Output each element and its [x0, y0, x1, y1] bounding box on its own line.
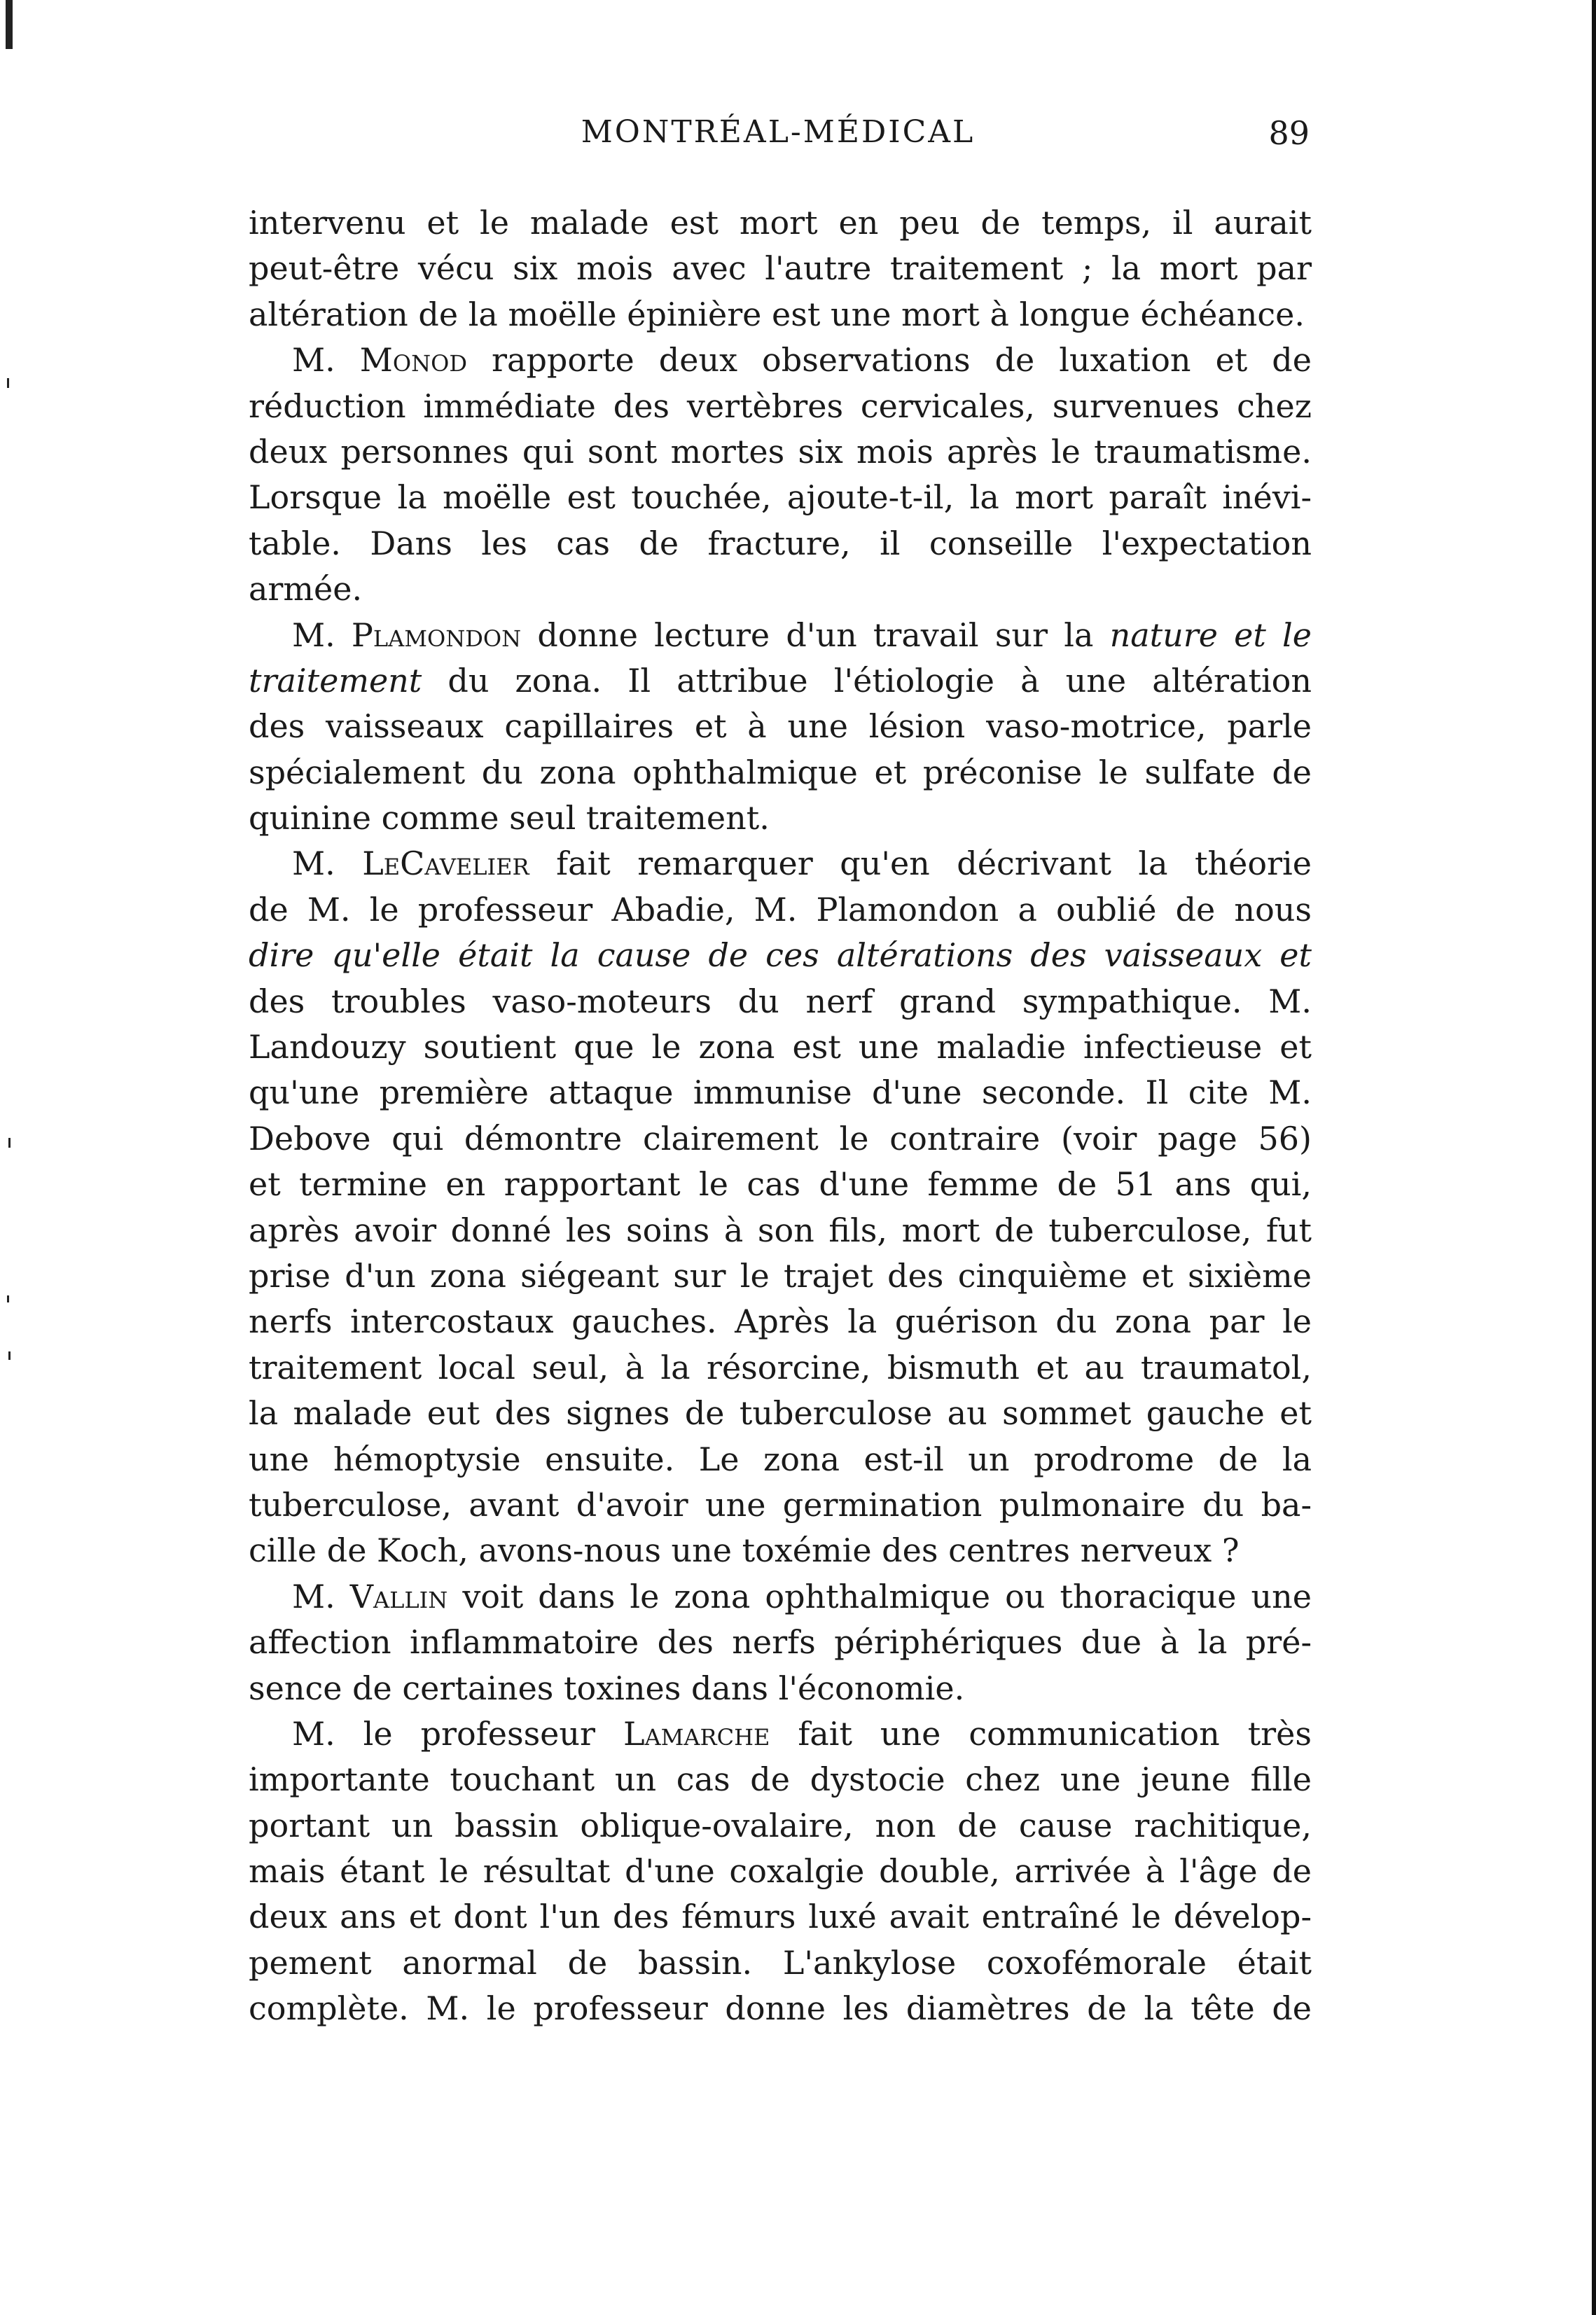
text-line — [249, 613, 1312, 658]
text-line — [249, 704, 1312, 749]
italic-text: dire qu'elle était la cause de ces altérations des vaisseaux et — [249, 936, 1312, 975]
text-run: spécialement du zona ophthalmique et préconise le sulfate de — [249, 753, 1312, 791]
text-line — [249, 1803, 1312, 1849]
text-line — [249, 979, 1312, 1024]
text-line — [249, 795, 1312, 841]
text-run: affection inflammatoire des nerfs périphériques due à la pré- — [249, 1623, 1312, 1662]
text-run: peut-être vécu six mois avec l'autre traitement ; la mort par — [249, 249, 1312, 288]
text-line — [249, 429, 1312, 475]
text-run: mais étant le résultat d'une coxalgie double, arrivée à l'âge de — [249, 1852, 1312, 1891]
text-run: table. Dans les cas de fracture, il conseille l'expectation — [249, 524, 1312, 562]
text-line — [249, 566, 1312, 612]
text-run: intervenu et le malade est mort en peu de temps, il aurait — [249, 204, 1312, 242]
text-run: nerfs intercostaux gauches. Après la guérison du zona par le — [249, 1302, 1312, 1341]
text-line — [249, 1345, 1312, 1391]
text-run: du zona. Il attribue l'étiologie à une altération — [422, 661, 1312, 700]
text-line — [249, 521, 1312, 566]
text-line — [249, 1666, 1312, 1711]
speaker-name: LeCavelier — [362, 844, 529, 883]
text-line — [249, 1940, 1312, 1986]
body-text — [249, 200, 1312, 2032]
text-line — [249, 1208, 1312, 1253]
text-run: deux ans et dont l'un des fémurs luxé avait entraîné le dévelop- — [249, 1898, 1312, 1936]
text-run: des troubles vaso-moteurs du nerf grand sympathique. M. — [249, 982, 1312, 1020]
text-run: quinine comme seul traitement. — [249, 799, 770, 837]
text-run: portant un bassin oblique-ovalaire, non de cause rachitique, — [249, 1806, 1312, 1844]
text-run: M. le professeur — [292, 1714, 623, 1753]
text-line — [249, 933, 1312, 978]
text-line — [249, 1620, 1312, 1665]
text-line — [249, 384, 1312, 429]
text-line — [249, 1528, 1312, 1573]
text-run: Debove qui démontre clairement le contraire (voir page 56) — [249, 1119, 1312, 1158]
text-line — [249, 658, 1312, 704]
text-run: de M. le professeur Abadie, M. Plamondon a oublié de nous — [249, 890, 1312, 929]
text-run: donne lecture d'un travail sur la — [521, 616, 1110, 654]
text-run: importante touchant un cas de dystocie chez une jeune fille — [249, 1760, 1312, 1799]
text-line — [249, 1437, 1312, 1482]
speaker-name: Vallin — [349, 1577, 448, 1615]
text-run: après avoir donné les soins à son fils, mort de tuberculose, fut — [249, 1211, 1312, 1249]
scan-edge-rule — [1592, 0, 1596, 2315]
text-run: tuberculose, avant d'avoir une germination pulmonaire du ba- — [249, 1485, 1312, 1524]
text-run: et termine en rapportant le cas d'une femme de 51 ans qui, — [249, 1165, 1312, 1204]
text-line — [249, 1574, 1312, 1620]
text-run: rapporte deux observations de luxation et de — [467, 341, 1312, 380]
text-run: armée. — [249, 570, 363, 609]
text-line — [249, 1757, 1312, 1802]
speaker-name: Plamondon — [351, 616, 522, 654]
text-run: sence de certaines toxines dans l'économie. — [249, 1669, 965, 1707]
text-run: qu'une première attaque immunise d'une seconde. Il cite M. — [249, 1073, 1312, 1112]
text-line — [249, 1849, 1312, 1894]
text-run: pement anormal de bassin. L'ankylose coxofémorale était — [249, 1943, 1312, 1982]
italic-text: traitement — [249, 661, 422, 700]
text-run: complète. M. le professeur donne les diamètres de la tête de — [249, 1989, 1312, 2028]
scan-speck — [6, 0, 13, 49]
text-line — [249, 246, 1312, 291]
text-run: deux personnes qui sont mortes six mois après le traumatisme. — [249, 432, 1312, 471]
text-line — [249, 750, 1312, 795]
scan-speck — [7, 378, 9, 388]
text-run: M. — [292, 844, 363, 883]
scan-speck — [8, 1351, 11, 1360]
text-run: des vaisseaux capillaires et à une lésion vaso-motrice, parle — [249, 707, 1312, 746]
scan-speck — [7, 1295, 9, 1302]
text-line — [249, 1070, 1312, 1115]
text-line — [249, 1894, 1312, 1940]
text-run: une hémoptysie ensuite. Le zona est-il un prodrome de la — [249, 1440, 1312, 1478]
text-run: altération de la moëlle épinière est une mort à longue échéance. — [249, 295, 1305, 333]
text-line — [249, 1253, 1312, 1299]
text-line — [249, 887, 1312, 933]
text-run: la malade eut des signes de tuberculose au sommet gauche et — [249, 1394, 1312, 1433]
text-run: réduction immédiate des vertèbres cervicales, survenues chez — [249, 387, 1312, 425]
text-line — [249, 1711, 1312, 1757]
text-line — [249, 1391, 1312, 1436]
text-run: prise d'un zona siégeant sur le trajet des cinquième et sixième — [249, 1256, 1312, 1295]
text-line — [249, 475, 1312, 520]
text-run: fait une communication très — [770, 1714, 1312, 1753]
text-line — [249, 338, 1312, 383]
italic-text: nature et le — [1109, 616, 1312, 654]
running-header — [247, 114, 1310, 156]
text-run: M. — [292, 341, 360, 380]
text-line — [249, 200, 1312, 246]
speaker-name: Lamarche — [623, 1714, 770, 1753]
text-run: Lorsque la moëlle est touchée, ajoute-t-il, la mort paraît inévi- — [249, 478, 1312, 517]
running-title: MONTRÉAL-MÉDICAL — [581, 114, 976, 150]
text-line — [249, 1024, 1312, 1070]
text-run: M. — [292, 1577, 350, 1615]
text-line — [249, 1986, 1312, 2031]
text-run: M. — [292, 616, 352, 654]
text-run: fait remarquer qu'en décrivant la théorie — [529, 844, 1312, 883]
text-line — [249, 841, 1312, 887]
text-line — [249, 292, 1312, 338]
text-run: traitement local seul, à la résorcine, bismuth et au traumatol, — [249, 1348, 1312, 1386]
speaker-name: Monod — [359, 341, 467, 380]
text-run: Landouzy soutient que le zona est une maladie infectieuse et — [249, 1028, 1312, 1066]
text-run: cille de Koch, avons-nous une toxémie des centres nerveux ? — [249, 1531, 1240, 1570]
page-number: 89 — [1268, 114, 1310, 152]
text-line — [249, 1299, 1312, 1344]
text-line — [249, 1116, 1312, 1162]
text-run: voit dans le zona ophthalmique ou thoracique une — [447, 1577, 1312, 1615]
text-line — [249, 1162, 1312, 1207]
text-line — [249, 1482, 1312, 1528]
scan-speck — [8, 1138, 11, 1148]
